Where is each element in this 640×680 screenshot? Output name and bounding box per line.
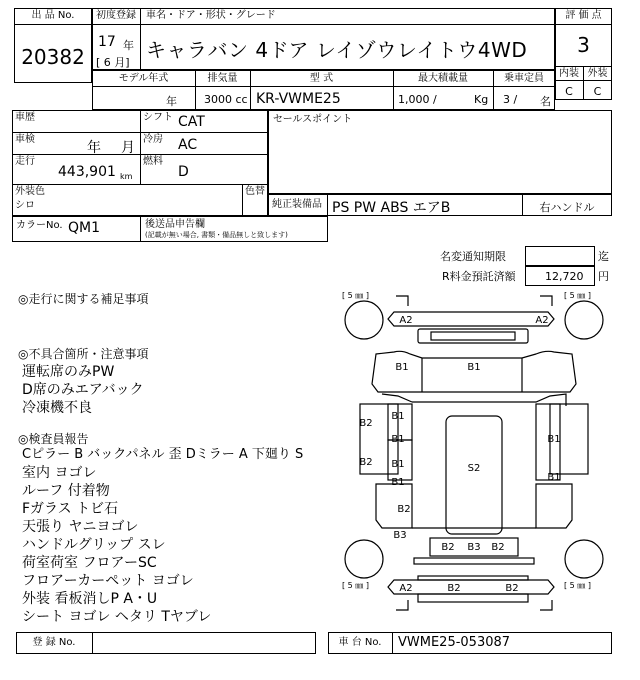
recycle-value: 12,720 xyxy=(545,270,584,283)
damage-mark-a2-front-left: A2 xyxy=(399,315,413,326)
ac-value: AC xyxy=(178,137,198,153)
recycle-unit: 円 xyxy=(598,270,609,283)
damage-mark-b1-lf-1: B1 xyxy=(391,411,405,422)
reg-year: 17 xyxy=(98,34,116,50)
mileage-unit: km xyxy=(120,172,133,181)
tire-rear-left-icon xyxy=(345,540,383,578)
tire-front-right-icon xyxy=(565,301,603,339)
report-item: 外装 看板消しP A・U xyxy=(22,591,158,607)
reg-no-label: 登 録 No. xyxy=(32,637,76,648)
capacity-value: 3 / xyxy=(503,93,518,106)
damage-mark-b2-left-rear: B2 xyxy=(359,457,373,468)
mileage-value: 443,901 xyxy=(58,164,116,180)
steering-value: 右ハンドル xyxy=(539,201,595,214)
model-year-label: モデル年式 xyxy=(118,73,169,84)
damage-mark-a2-front-right: A2 xyxy=(535,315,549,326)
report-item: ルーフ 付着物 xyxy=(22,483,110,499)
car-name-label: 車名・ドア・形状・グレード xyxy=(146,10,276,21)
interior-grade: C xyxy=(565,85,573,98)
equipment-value: PS PW ABS エアB xyxy=(332,200,451,216)
mileage-label: 走行 xyxy=(15,156,35,167)
defects-header: ◎不具合箇所・注意事項 xyxy=(18,347,149,361)
report-item: 室内 ヨゴレ xyxy=(22,465,97,481)
recycle-label: R料金預託済額 xyxy=(442,270,516,283)
defect-item: 冷凍機不良 xyxy=(22,400,92,416)
exterior-color-value: シロ xyxy=(15,200,35,211)
fuel-label: 燃料 xyxy=(143,156,163,167)
lot-label: 出 品 No. xyxy=(31,10,75,21)
interior-label: 内装 xyxy=(559,68,579,79)
report-item: Fガラス トビ石 xyxy=(22,501,119,517)
history-label: 車歴 xyxy=(15,112,35,123)
reg-month: [ 6 月] xyxy=(96,56,130,69)
color-no-value: QM1 xyxy=(68,220,101,236)
report-item: シート ヨゴレ ヘタリ Tヤブレ xyxy=(22,609,212,625)
damage-mark-b3-back: B3 xyxy=(467,542,481,553)
defect-item: 運転席のみPW xyxy=(22,364,115,380)
report-item: 荷室荷室 フロアーSC xyxy=(22,555,157,571)
fuel-value: D xyxy=(178,164,189,180)
type-label: 型 式 xyxy=(309,73,334,84)
damage-mark-b2-rear-left: B2 xyxy=(397,504,411,515)
color-no-label: カラーNo. xyxy=(16,220,63,231)
sales-point-label: セールスポイント xyxy=(273,114,353,125)
tire-rear-right-icon xyxy=(565,540,603,578)
shift-label: シフト xyxy=(143,112,173,123)
damage-mark-b1-lf-2: B1 xyxy=(391,434,405,445)
damage-mark-b1-right-rear: B1 xyxy=(547,472,561,483)
dealer-sub: (記載が無い場合, 書類・備品無しと致します) xyxy=(145,231,288,239)
grade-value: 3 xyxy=(577,33,590,57)
exterior-color-label: 外装色 xyxy=(15,186,45,197)
damage-mark-b1-lr-1: B1 xyxy=(391,459,405,470)
exterior-grade: C xyxy=(593,85,602,98)
damage-mark-b1-right-side: B1 xyxy=(547,434,561,445)
inspector-header: ◎検査員報告 xyxy=(18,432,89,446)
reg-year-unit: 年 xyxy=(123,39,134,52)
tire-front-left-icon xyxy=(345,301,383,339)
car-name: キャラバン 4ドア レイゾウレイトウ4WD xyxy=(146,38,528,62)
damage-mark-b3-rear-left: B3 xyxy=(393,530,407,541)
lot-number: 20382 xyxy=(21,45,85,69)
report-item: フロアーカーペット ヨゴレ xyxy=(22,573,194,589)
tire-depth-tl: [ 5 ㎜ ] xyxy=(342,291,369,300)
report-item: Cピラー B バックパネル 歪 Dミラー A 下廻り S xyxy=(22,447,304,462)
inspection-month: 月 xyxy=(121,140,135,156)
damage-mark-s2-roof: S2 xyxy=(467,463,481,474)
damage-mark-b2-back-2: B2 xyxy=(491,542,505,553)
grade-label: 評 価 点 xyxy=(565,10,602,21)
displacement-value: 3000 cc xyxy=(204,93,248,106)
damage-mark-b2-bumper-2: B2 xyxy=(505,583,519,594)
damage-mark-b2-back-1: B2 xyxy=(441,542,455,553)
max-load-label: 最大積載量 xyxy=(418,73,468,84)
inspection-year: 年 xyxy=(87,140,101,156)
equipment-label: 純正装備品 xyxy=(272,199,322,210)
repaint-label: 色替 xyxy=(245,186,265,197)
displacement-label: 排気量 xyxy=(207,73,238,84)
capacity-unit: 名 xyxy=(540,95,551,108)
report-item: 天張り ヤニヨゴレ xyxy=(22,519,139,535)
model-year-unit: 年 xyxy=(166,95,177,108)
tire-depth-bl: [ 5 ㎜ ] xyxy=(342,581,369,590)
tire-depth-br: [ 5 ㎜ ] xyxy=(564,581,591,590)
chassis-number: VWME25-053087 xyxy=(398,635,511,650)
inspection-label: 車検 xyxy=(15,134,35,145)
defect-item: D席のみエアバック xyxy=(22,382,144,398)
capacity-label: 乗車定員 xyxy=(504,73,544,84)
name-change-label: 名変通知期限 xyxy=(440,250,506,263)
driving-notes-header: ◎走行に関する補足事項 xyxy=(18,292,149,306)
damage-mark-b1-left-front: B1 xyxy=(395,362,409,373)
shift-value: CAT xyxy=(178,114,205,130)
name-change-unit: 迄 xyxy=(598,250,609,263)
damage-mark-b1-lr-2: B1 xyxy=(391,477,405,488)
car-diagram xyxy=(336,288,612,628)
dealer-label: 後送品申告欄 xyxy=(145,219,205,230)
ac-label: 冷房 xyxy=(143,134,163,145)
damage-mark-b1-hood: B1 xyxy=(467,362,481,373)
damage-mark-a2-bumper-1: A2 xyxy=(399,583,413,594)
chassis-label: 車 台 No. xyxy=(338,637,382,648)
first-reg-label: 初度登録 xyxy=(96,10,136,21)
exterior-label: 外装 xyxy=(587,68,608,79)
tire-depth-tr: [ 5 ㎜ ] xyxy=(564,291,591,300)
max-load-value: 1,000 / xyxy=(398,93,437,106)
max-load-unit: Kg xyxy=(474,93,489,106)
report-item: ハンドルグリップ スレ xyxy=(22,537,166,553)
damage-mark-b2-bumper-1: B2 xyxy=(447,583,461,594)
damage-mark-b2-left-side: B2 xyxy=(359,418,373,429)
type-value: KR-VWME25 xyxy=(256,91,341,107)
name-change-box xyxy=(525,246,595,266)
